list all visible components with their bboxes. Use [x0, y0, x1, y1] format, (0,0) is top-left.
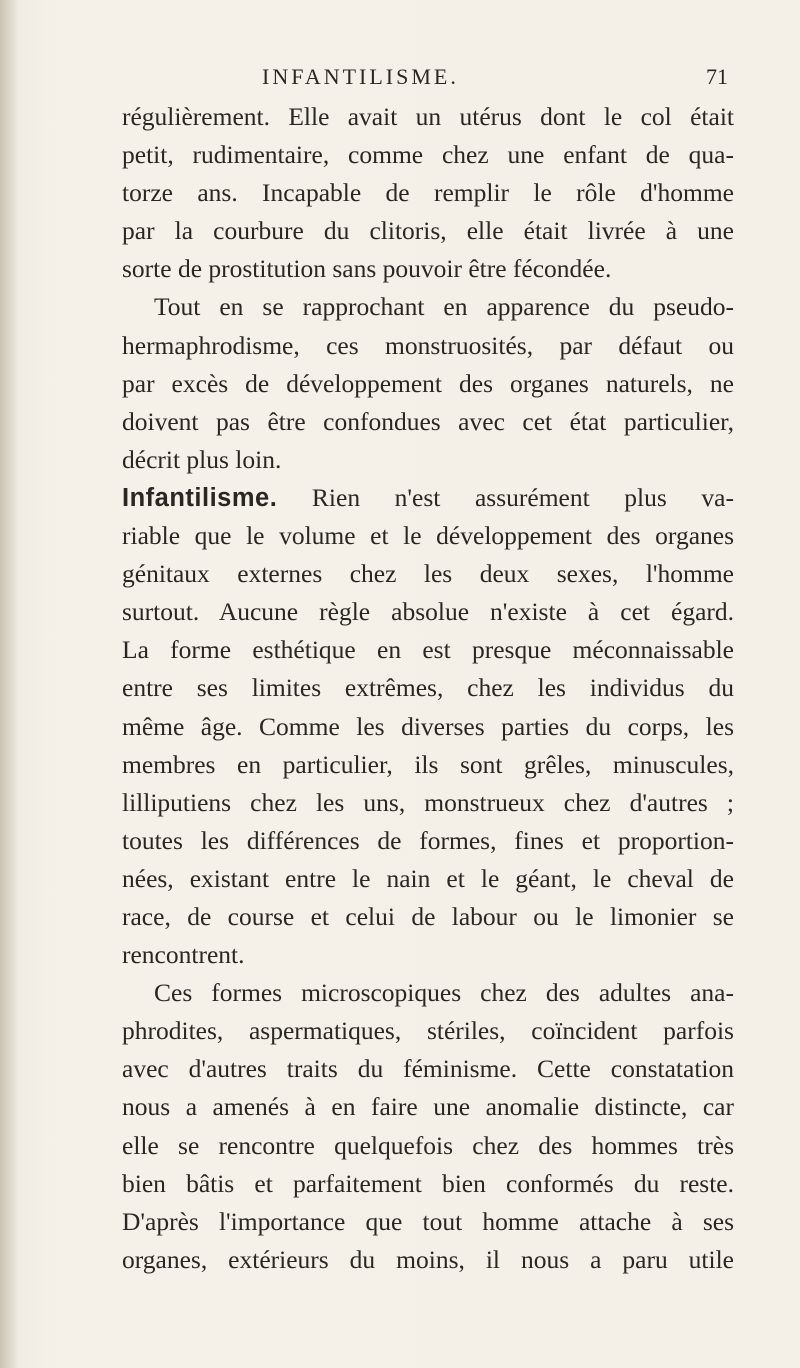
text-line: Ces formes microscopiques chez des adultes ana-	[154, 978, 734, 1008]
text-line: par excès de développement des organes naturels, ne	[122, 368, 734, 398]
text-line: lilliputiens chez les uns, monstrueux chez d'autres ;	[122, 787, 734, 817]
text-line: organes, extérieurs du moins, il nous a paru utile	[122, 1244, 734, 1274]
text-line: phrodites, aspermatiques, stériles, coïncident parfois	[122, 1016, 734, 1046]
text-line-with-heading	[122, 479, 734, 517]
text-line: membres en particulier, ils sont grêles, minuscules,	[122, 749, 734, 779]
page-number: 71	[706, 64, 728, 89]
running-head	[0, 62, 800, 92]
section-heading: Infantilisme.	[122, 483, 278, 512]
text-line: par la courbure du clitoris, elle était livrée à une	[122, 216, 734, 246]
text-line: génitaux externes chez les deux sexes, l'homme	[122, 559, 734, 589]
text-line: décrit plus loin.	[122, 444, 282, 474]
text-line: rencontrent.	[122, 940, 245, 970]
text-line: surtout. Aucune règle absolue n'existe à cet égard.	[122, 597, 734, 627]
text-line: même âge. Comme les diverses parties du corps, les	[122, 711, 734, 741]
text-line: race, de course et celui de labour ou le limonier se	[122, 901, 734, 931]
text-line: riable que le volume et le développement des organes	[122, 521, 734, 551]
text-line: bien bâtis et parfaitement bien conformés du reste.	[122, 1168, 734, 1198]
text-line: avec d'autres traits du féminisme. Cette constatation	[122, 1054, 734, 1084]
text-line: La forme esthétique en est presque méconnaissable	[122, 635, 734, 665]
text-line: elle se rencontre quelquefois chez des hommes très	[122, 1130, 734, 1160]
text-line: régulièrement. Elle avait un utérus dont le col était	[122, 102, 734, 131]
body-text	[122, 98, 734, 1279]
text-line: sorte de prostitution sans pouvoir être fécondée.	[122, 254, 612, 284]
text-line: doivent pas être confondues avec cet état particulier,	[122, 406, 734, 436]
page-gutter-shadow	[0, 0, 18, 1368]
text-line: Tout en se rapprochant en apparence du pseudo-	[154, 292, 734, 322]
text-line: petit, rudimentaire, comme chez une enfant de qua-	[122, 140, 734, 170]
running-head-title: INFANTILISME.	[262, 64, 459, 89]
text-line: nous a amenés à en faire une anomalie distincte, car	[122, 1092, 734, 1122]
text-line-continuation: Rien n'est assurément plus va-	[311, 482, 734, 512]
text-line: toutes les différences de formes, fines et proportion-	[122, 825, 734, 855]
text-line: hermaphrodisme, ces monstruosités, par défaut ou	[122, 330, 734, 360]
text-line: nées, existant entre le nain et le géant, le cheval de	[122, 863, 734, 893]
text-line: torze ans. Incapable de remplir le rôle d'homme	[122, 178, 734, 208]
text-line: entre ses limites extrêmes, chez les individus du	[122, 673, 734, 703]
text-line: D'après l'importance que tout homme attache à ses	[122, 1206, 734, 1236]
